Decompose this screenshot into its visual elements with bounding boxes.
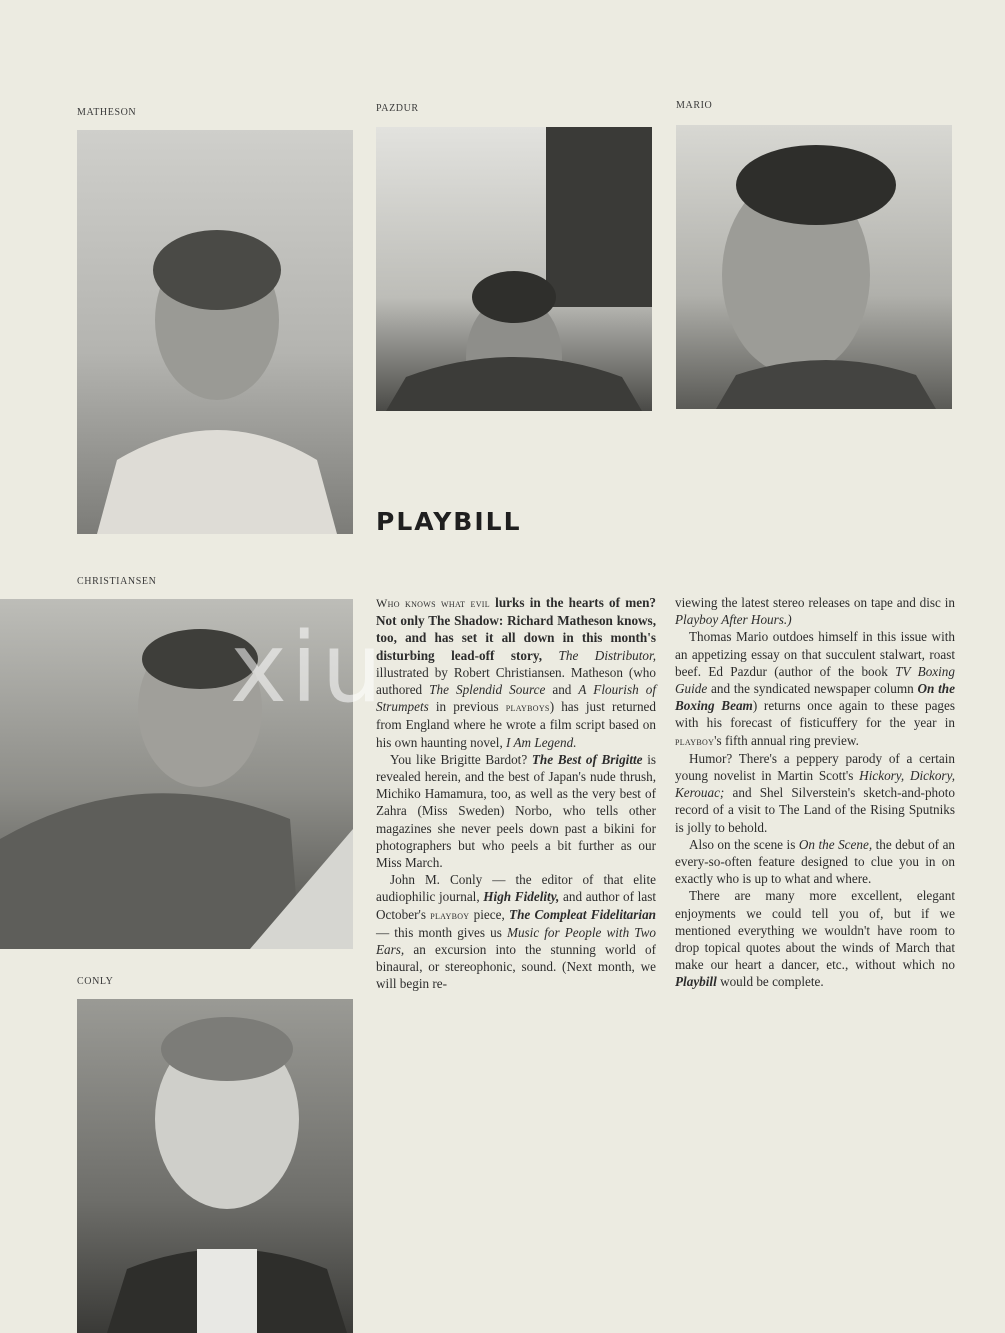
paragraph [675,628,955,749]
portrait-silhouette-icon [676,125,952,409]
text-run: Playbill [675,974,717,990]
caption-conly: CONLY [77,976,114,987]
caption-mario: MARIO [676,100,713,111]
caption-pazdur: PAZDUR [376,103,419,114]
text-run: and Shel Silverstein's sketch-and-photo record of a visit to The Land of the Rising Sputniks is jolly to behold. [675,785,955,835]
text-run: You like Brigitte Bardot? [390,751,532,767]
text-run: The Distributor, [558,647,656,663]
paragraph [376,871,656,992]
text-run: in previous [428,699,506,715]
text-run: A Flourish of Strumpets [376,682,656,715]
text-run: On the Boxing Beam [675,681,955,714]
text-run: I Am Legend. [506,734,577,750]
text-run: There are many more excellent, elegant enjoyments we could tell you of, but if we mentioned everything we wouldn't have room to drop topical quotes about the winds of March that make our heart a dancer, etc., without which no [675,888,955,973]
text-run: Playboy After Hours.) [675,612,792,628]
portrait-silhouette-icon [0,599,353,949]
photo-christiansen [0,599,353,949]
photo-matheson [77,130,353,534]
text-run: The Splendid Source [429,682,546,698]
caption-christiansen: CHRISTIANSEN [77,576,157,587]
text-run: lurks in the hearts of men? Not only The Shadow: Richard Matheson knows, too, and has set it all down in this month's disturbing lead-off story, [376,595,656,663]
text-run: illustrated by Robert Christiansen. Matheson (who authored [376,664,656,698]
text-run: and the syndicated newspaper column [707,681,918,697]
text-run: playboy [675,733,715,748]
text-run: would be complete. [716,974,824,990]
photo-pazdur [376,127,652,411]
text-run: — this month gives us [376,924,507,940]
text-run: ) has just returned from England where he wrote a film script based on his own haunting novel, [376,699,656,750]
photo-conly [77,999,353,1333]
caption-matheson: MATHESON [77,107,137,118]
photo-mario [676,125,952,409]
text-run: TV Boxing Guide [675,663,955,697]
text-column-right [675,594,955,991]
text-run: Hickory, Dickory, Kerouac; [675,768,955,801]
text-run: ) returns once again to these pages with his forecast of fisticuffery for the year in [675,698,956,731]
text-run: piece, [469,906,510,922]
portrait-silhouette-icon [77,999,353,1333]
portrait-silhouette-icon [376,127,652,411]
text-run: an excursion into the stunning world of binaural, or stereophonic, sound. (Next month, we will begin re- [376,942,656,992]
text-run: and [545,682,579,698]
paragraph [376,751,656,871]
text-run: Music for People with Two Ears, [376,924,656,958]
text-run: Also on the scene is [689,836,799,852]
text-run: and author of last October's [376,889,656,922]
text-run: John M. Conly — the editor of that elite audiophilic journal, [376,872,656,905]
paragraph [675,887,955,990]
text-run: viewing the latest stereo releases on tape and disc in [675,595,955,610]
paragraph [675,836,955,888]
text-run: High Fidelity, [483,889,560,905]
text-run: Thomas Mario outdoes himself in this issue with an appetizing essay on that succulent stalwart, roast beef. Ed Pazdur (author of the book [675,629,955,679]
text-run: is revealed herein, and the best of Japan's nude thrush, Michiko Hamamura, too, as well as the very best of Zahra (Miss Sweden) Norbo, who tells other magazines she never peels down past a bikini for photographers but who peels a bit further as our Miss March. [376,751,656,871]
watermark: xiu [230,612,387,724]
text-run: On the Scene, [798,836,873,852]
text-run: 's fifth annual ring preview. [714,732,859,748]
paragraph [675,750,955,836]
paragraph [675,594,955,628]
portrait-silhouette-icon [77,130,353,534]
text-run: playboys [505,700,550,715]
text-run: playboy [430,907,470,922]
text-run: the debut of an every-so-often feature designed to clue you in on exactly who is up to what and where. [675,836,956,887]
text-column-left [376,594,656,993]
text-run: Who knows what evil [376,596,496,610]
text-run: Humor? There's a peppery parody of a certain young novelist in Martin Scott's [675,750,955,784]
paragraph [376,594,656,751]
text-run: The Compleat Fidelitarian [509,906,656,922]
page-title: PLAYBILL [376,507,522,536]
text-run: The Best of Brigitte [531,751,643,767]
